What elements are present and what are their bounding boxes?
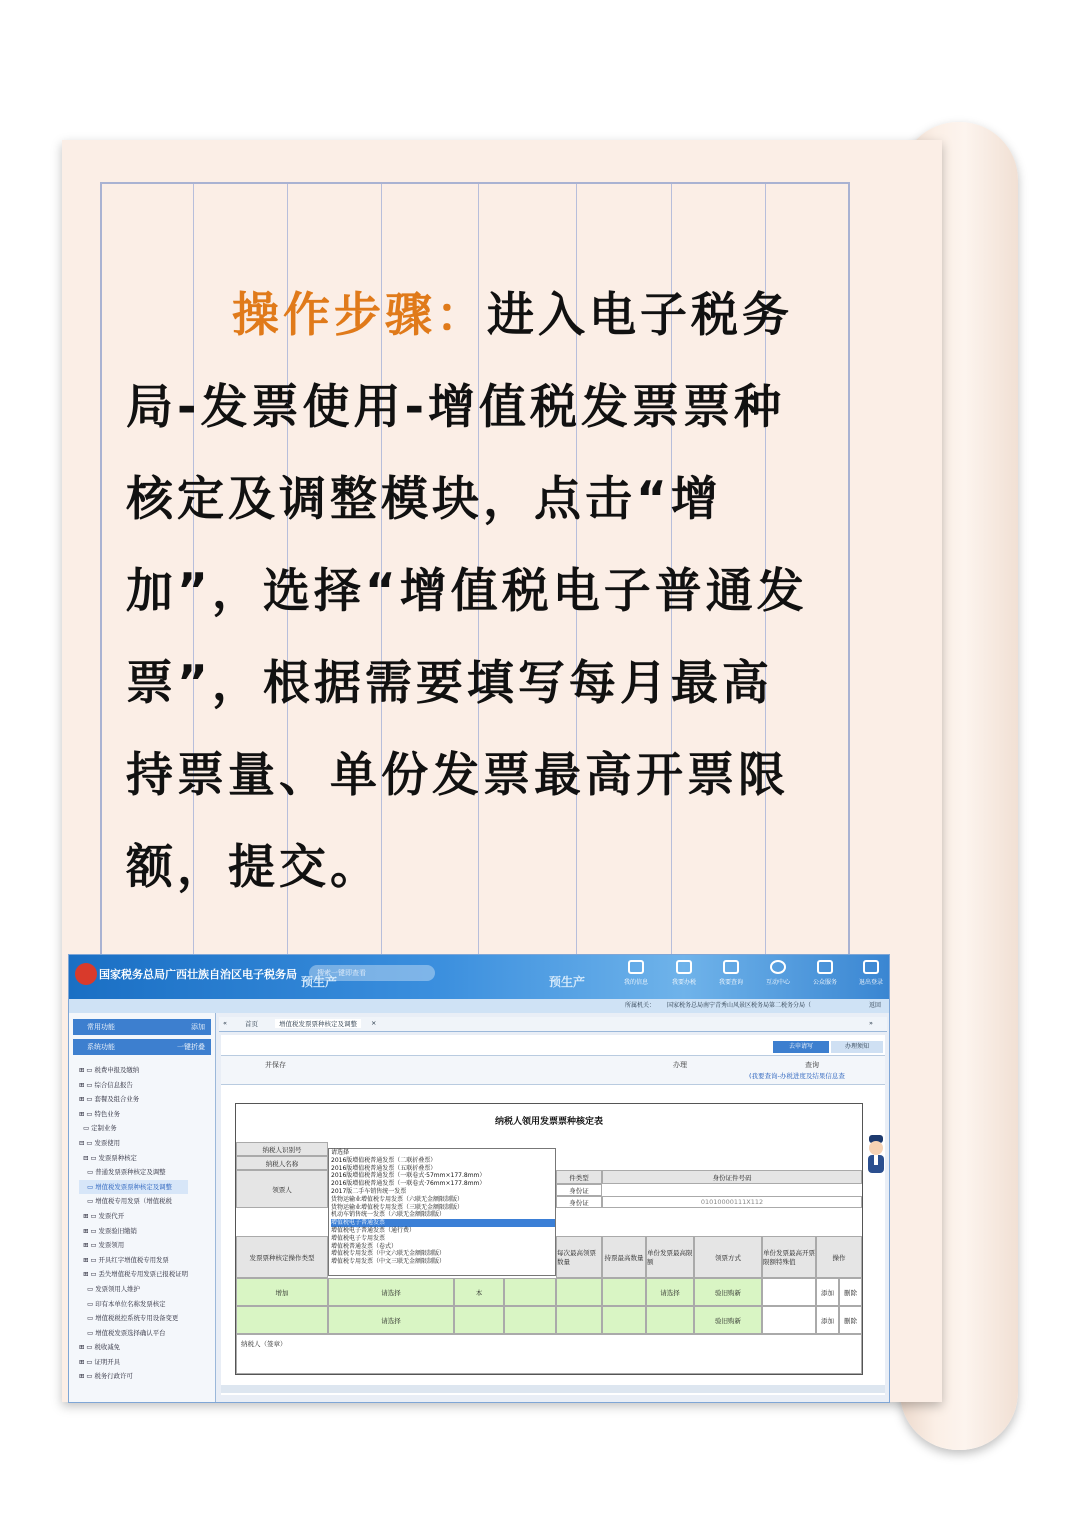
form-title: 纳税人领用发票票种核定表 xyxy=(494,1117,603,1127)
tree-item[interactable]: ⊟ ▭ 发票票种核定 xyxy=(79,1153,137,1162)
tax-emblem-icon xyxy=(75,963,97,985)
shield-icon xyxy=(817,960,833,974)
dropdown-option[interactable]: 货物运输业增值税专用发票（六联无金额限制版） xyxy=(331,1195,464,1203)
special-value[interactable] xyxy=(762,1306,816,1334)
query-button[interactable] xyxy=(712,960,750,986)
tab-home[interactable]: 首页 xyxy=(245,1020,258,1028)
dropdown-option[interactable]: 2016版增值税普通发票（二联折叠票） xyxy=(331,1156,437,1164)
apply-fill-button[interactable]: 去申请写 xyxy=(773,1041,829,1053)
etax-search-input[interactable]: 搜索一键即查看 xyxy=(309,965,435,981)
dropdown-option[interactable]: 增值税电子专用发票 xyxy=(331,1234,386,1242)
dropdown-option[interactable]: 增值税普通发票（卷式） xyxy=(331,1242,398,1250)
kind-select[interactable]: 请选择 xyxy=(328,1306,454,1334)
tree-item[interactable]: ▭ 普通发票票种核定及调整 xyxy=(79,1168,166,1177)
dropdown-option[interactable]: 增值税专用发票（中文三联无金额限制版） xyxy=(331,1258,446,1266)
unit-select[interactable]: 本 xyxy=(454,1278,504,1306)
user-icon xyxy=(628,960,644,974)
flow-step-query: 查询 xyxy=(805,1061,819,1069)
preprod-mark: 预生产 xyxy=(301,975,338,989)
tab-next-icon[interactable]: » xyxy=(869,1019,873,1027)
system-functions-label: 系统功能 xyxy=(87,1043,115,1051)
add-row-button[interactable]: 添加 xyxy=(816,1278,839,1306)
function-tree xyxy=(79,1063,188,1384)
etax-screenshot xyxy=(68,954,890,1403)
tree-item[interactable]: ⊞ ▭ 证明开具 xyxy=(79,1357,121,1366)
col-header-special: 单份发票最高开票限额特殊值 xyxy=(762,1236,816,1278)
tree-item[interactable]: ⊞ ▭ 发票领用 xyxy=(79,1241,125,1250)
logout-button[interactable] xyxy=(852,960,890,986)
process-strip xyxy=(221,1055,885,1085)
monitor-icon xyxy=(676,960,692,974)
tree-item[interactable]: ▭ 发票领用人维护 xyxy=(79,1284,140,1293)
dropdown-option[interactable]: 请选择 xyxy=(331,1149,350,1156)
dropdown-option[interactable]: 机动车销售统一发票（六联无金额限制版） xyxy=(331,1211,446,1219)
interact-label: 互动中心 xyxy=(765,979,790,986)
horizontal-scrollbar[interactable] xyxy=(221,1385,885,1393)
tree-item-active[interactable]: ▭ 增值税发票票种核定及调整 xyxy=(79,1180,188,1195)
system-functions-button[interactable] xyxy=(73,1039,211,1055)
interact-button[interactable] xyxy=(759,960,797,986)
handle-tax-button[interactable] xyxy=(665,960,703,986)
max-per-time-input[interactable] xyxy=(556,1306,602,1334)
max-per-time-input[interactable] xyxy=(556,1278,602,1306)
invoice-kind-dropdown[interactable] xyxy=(328,1148,556,1276)
my-info-label: 我的信息 xyxy=(623,979,648,986)
tree-item[interactable]: ⊞ ▭ 发票代开 xyxy=(79,1211,125,1220)
taxpayer-id-label: 纳税人识别号 xyxy=(236,1142,328,1156)
invoice-receiver-label: 领票人 xyxy=(236,1170,328,1208)
col-header-max-held: 持票最高数量 xyxy=(602,1236,646,1278)
tab-vat-invoice[interactable]: 增值税发票票种核定及调整 xyxy=(275,1019,361,1028)
quantity-input[interactable] xyxy=(504,1306,556,1334)
tax-officer-mascot-icon xyxy=(865,1133,887,1179)
tree-item[interactable]: ▭ 增值税专用发票（增值税税 xyxy=(79,1197,172,1206)
org-value: 国家税务总局南宁青秀山风景区税务局第二税务分局（ xyxy=(667,1002,812,1009)
dropdown-option[interactable]: 增值税电子普通发票（通行费） xyxy=(331,1226,416,1234)
col-header-action: 操作 xyxy=(816,1236,862,1278)
taxpayer-name-label: 纳税人名称 xyxy=(236,1156,328,1170)
col-header-max-limit: 单份发票最高限额 xyxy=(646,1236,694,1278)
tree-item[interactable]: ⊟ ▭ 发票使用 xyxy=(79,1138,121,1147)
tree-item[interactable]: ▭ 增值税税控系统专用设备变更 xyxy=(79,1314,179,1323)
dropdown-option[interactable]: 2016版增值税普通发票（五联折叠票） xyxy=(331,1164,437,1172)
add-row-button[interactable]: 添加 xyxy=(816,1306,839,1334)
return-link[interactable]: 返回 xyxy=(869,1002,882,1009)
method-value[interactable]: 验旧购新 xyxy=(694,1306,762,1334)
limit-select[interactable]: 请选择 xyxy=(646,1278,694,1306)
id-number-header: 身份证件号码 xyxy=(602,1170,862,1184)
col-header-op: 发票票种核定操作类型 xyxy=(236,1236,328,1278)
tab-prev-icon[interactable]: « xyxy=(223,1019,227,1027)
etax-title: 国家税务总局广西壮族自治区电子税务局 xyxy=(99,968,297,981)
tree-item[interactable]: ▭ 定制业务 xyxy=(79,1124,117,1133)
id-kind-header: 件类型 xyxy=(556,1170,602,1184)
tree-item[interactable]: ⊞ ▭ 套餐及组合业务 xyxy=(79,1095,140,1104)
guide-button[interactable]: 办理须知 xyxy=(831,1041,883,1053)
org-bar xyxy=(69,999,889,1013)
flow-step-handle: 办理 xyxy=(673,1061,687,1069)
max-held-input[interactable] xyxy=(602,1278,646,1306)
dropdown-option[interactable]: 2016版增值税普通发票（一联卷式·57mm×177.8mm） xyxy=(331,1172,486,1180)
chat-icon xyxy=(770,960,786,974)
op-select[interactable]: 增加 xyxy=(236,1278,328,1306)
quantity-input[interactable] xyxy=(504,1278,556,1306)
col-header-max-per-time: 每次最高领票数量 xyxy=(556,1236,602,1278)
id-number-value: 01010000111X112 xyxy=(602,1196,862,1208)
tree-item[interactable]: ⊞ ▭ 税收减免 xyxy=(79,1343,121,1352)
method-value[interactable]: 验旧购新 xyxy=(694,1278,762,1306)
logout-icon xyxy=(863,960,879,974)
col-header-method: 领票方式 xyxy=(694,1236,762,1278)
query-label: 我要查询 xyxy=(718,979,743,986)
limit-select[interactable] xyxy=(646,1306,694,1334)
special-value[interactable] xyxy=(762,1278,816,1306)
delete-row-button[interactable]: 删除 xyxy=(839,1306,862,1334)
dropdown-option[interactable]: 2017版二手车销售统一发票 xyxy=(331,1187,407,1195)
id-kind-value: 身份证 xyxy=(556,1196,602,1208)
unit-select[interactable] xyxy=(454,1306,504,1334)
preprod-mark: 预生产 xyxy=(549,975,586,989)
tab-close-icon[interactable]: × xyxy=(371,1019,377,1027)
public-service-button[interactable] xyxy=(806,960,844,986)
tree-item[interactable]: ⊞ ▭ 综合信息报告 xyxy=(79,1080,133,1089)
my-info-button[interactable] xyxy=(617,960,655,986)
tree-item[interactable]: ▭ 印有本单位名称发票核定 xyxy=(79,1299,166,1308)
common-functions-button[interactable] xyxy=(73,1019,211,1035)
max-held-input[interactable] xyxy=(602,1306,646,1334)
handle-tax-label: 我要办税 xyxy=(671,979,696,986)
flow-query-link[interactable]: (我要查询-办税进度及结果信息查 xyxy=(749,1072,845,1080)
common-functions-label: 常用功能 xyxy=(87,1023,115,1031)
form-content xyxy=(221,1035,885,1395)
op-select[interactable] xyxy=(236,1306,328,1334)
org-label: 所属机关： xyxy=(625,1002,656,1009)
dropdown-option[interactable]: 增值税专用发票（中文六联无金额限制版） xyxy=(331,1250,446,1258)
id-kind-value: 身份证 xyxy=(556,1184,602,1196)
flow-step-save: 并保存 xyxy=(265,1061,286,1069)
kind-select[interactable]: 请选择 xyxy=(328,1278,454,1306)
tree-item[interactable]: ⊞ ▭ 税费申报及缴纳 xyxy=(79,1066,140,1074)
delete-row-button[interactable]: 删除 xyxy=(839,1278,862,1306)
collapse-all-link[interactable]: 一键折叠 xyxy=(177,1043,205,1051)
logout-label: 退出登录 xyxy=(858,979,883,986)
add-function-link[interactable]: 添加 xyxy=(191,1023,205,1031)
search-icon xyxy=(723,960,739,974)
signature-area: 纳税人（签章） xyxy=(236,1334,862,1374)
instruction-highlight: 操作步骤： xyxy=(232,288,487,343)
etax-sidebar xyxy=(69,1013,216,1402)
tree-item[interactable]: ⊞ ▭ 税务行政许可 xyxy=(79,1372,133,1381)
instruction-text xyxy=(126,270,820,914)
tree-item[interactable]: ⊞ ▭ 开具红字增值税专用发票 xyxy=(79,1255,169,1264)
etax-banner xyxy=(69,955,889,999)
instruction-body: 进入电子税务局-发票使用-增值税发票票种核定及调整模块，点击“增加”，选择“增值税电子普通发票”，根据需要填写每月最高持票量、单份发票最高开票限额，提交。 xyxy=(126,288,808,895)
dropdown-option[interactable]: 2016版增值税普通发票（一联卷式·76mm×177.8mm） xyxy=(331,1180,486,1188)
tree-item[interactable]: ⊞ ▭ 特色业务 xyxy=(79,1109,121,1118)
invoice-kind-table xyxy=(235,1103,863,1375)
dropdown-option[interactable]: 货物运输业增值税专用发票（三联无金额限制版） xyxy=(331,1203,464,1211)
dropdown-option-selected[interactable]: 增值税电子普通发票 xyxy=(331,1219,555,1227)
public-service-label: 公众服务 xyxy=(812,979,837,986)
tree-item[interactable]: ⊞ ▭ 发票验旧缴销 xyxy=(79,1226,137,1235)
tree-item[interactable]: ⊞ ▭ 丢失增值税专用发票已报税证明 xyxy=(79,1270,188,1279)
tree-item[interactable]: ▭ 增值税发票选择确认平台 xyxy=(79,1328,166,1337)
tab-bar xyxy=(219,1017,887,1032)
